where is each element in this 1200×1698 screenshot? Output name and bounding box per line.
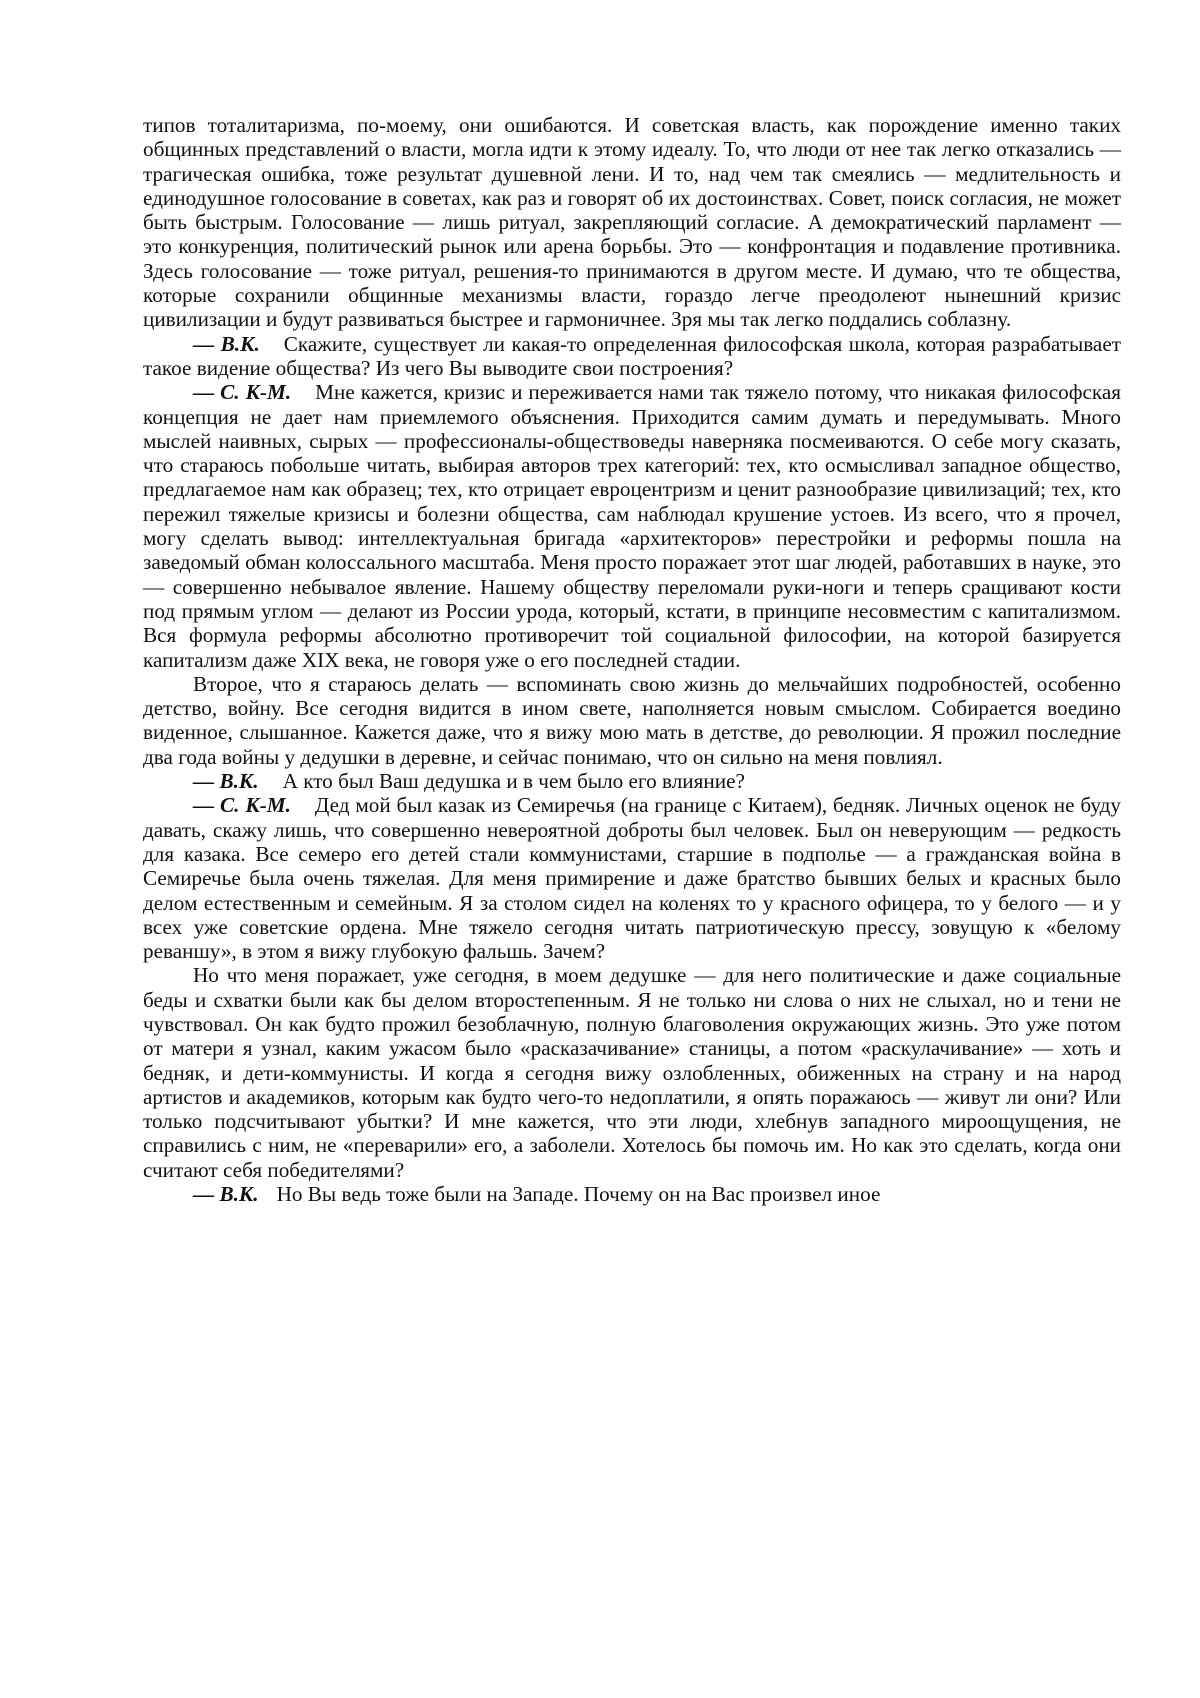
speaker-label: — В.К.	[193, 769, 259, 794]
speaker-label: — В.К.	[193, 331, 260, 356]
paragraph-text: Дед мой был казак из Семиречья (на границе с Китаем), бедняк. Личных оценок не буду давать, скажу лишь, что совершенно невероятной доброты был человек. Был он неверующим — редкость для казака. Все семеро его детей стали коммунистами, старшие в подполье — а гражданская война в Семиречье была очень тяжелая. Для меня примирение и даже братство бывших белых и красных было делом естественным и семейным. Я за столом сидел на коленях то у красного офицера, то у белого — и у всех уже советские ордена. Мне тяжело сегодня читать патриотическую прессу, зовущую к «белому реваншу», в этом я вижу глубокую фальшь. Зачем?	[143, 793, 1121, 964]
paragraph-1	[143, 113, 1121, 332]
paragraph-3	[143, 380, 1121, 672]
paragraph-5	[143, 769, 1121, 793]
paragraph-7	[143, 963, 1121, 1182]
paragraph-6	[143, 793, 1121, 963]
paragraph-text: типов тоталитаризма, по-моему, они ошибаются. И советская власть, как порождение именно таких общинных представлений о власти, могла идти к этому идеалу. То, что люди от нее так легко отказались — трагическая ошибка, тоже результат душевной лени. И то, над чем так смеялись — медлительность и единодушное голосование в советах, как раз и говорят об их достоинствах. Совет, поиск согласия, не может быть быстрым. Голосование — лишь ритуал, закрепляющий согласие. А демократический парламент — это конкуренция, политический рынок или арена борьбы. Это — конфронтация и подавление противника. Здесь голосование — тоже ритуал, решения-то принимаются в другом месте. И думаю, что те общества, которые сохранили общинные механизмы власти, гораздо легче преодолеют нынешний кризис цивилизации и будут развиваться быстрее и гармоничнее. Зря мы так легко поддались соблазну.	[143, 113, 1121, 332]
paragraph-8	[143, 1182, 1121, 1206]
speaker-label: — С. К-М.	[193, 380, 292, 405]
paragraph-text: Но Вы ведь тоже были на Западе. Почему он на Вас произвел иное	[276, 1182, 881, 1207]
document-page	[143, 113, 1121, 1206]
paragraph-text: Скажите, существует ли какая-то определенная философская школа, которая разрабатывает такое видение общества? Из чего Вы выводите свои построения?	[143, 331, 1121, 380]
paragraph-4	[143, 672, 1121, 769]
paragraph-text: А кто был Ваш дедушка и в чем было его влияние?	[282, 769, 745, 794]
paragraph-text: Но что меня поражает, уже сегодня, в моем дедушке — для него политические и даже социальные беды и схватки были как бы делом второстепенным. Я не только ни слова о них не слыхал, но и тени не чувствовал. Он как будто прожил безоблачную, полную благоволения окружающих жизнь. Это уже потом от матери я узнал, каким ужасом было «расказачивание» станицы, а потом «раскулачивание» — хоть и бедняк, и дети-коммунисты. И когда я сегодня вижу озлобленных, обиженных на страну и на народ артистов и академиков, которым как будто чего-то недоплатили, я опять поражаюсь — живут ли они? Или только подсчитывают убытки? И мне кажется, что эти люди, хлебнув западного мироощущения, не справились с ним, не «переварили» его, а заболели. Хотелось бы помочь им. Но как это сделать, когда они считают себя победителями?	[143, 963, 1121, 1182]
speaker-label: — С. К-М.	[193, 793, 291, 818]
paragraph-text: Мне кажется, кризис и переживается нами так тяжело потому, что никакая философская концепция не дает нам приемлемого объяснения. Приходится самим думать и передумывать. Много мыслей наивных, сырых — профессионалы-обществоведы наверняка посмеиваются. О себе могу сказать, что стараюсь побольше читать, выбирая авторов трех категорий: тех, кто осмысливал западное общество, предлагаемое нам как образец; тех, кто отрицает евроцентризм и ценит разнообразие цивилизаций; тех, кто пережил тяжелые кризисы и болезни общества, сам наблюдал крушение устоев. Из всего, что я прочел, могу сделать вывод: интеллектуальная бригада «архитекторов» перестройки и реформы пошла на заведомый обман колоссального масштаба. Меня просто поражает этот шаг людей, работавших в науке, это — совершенно небывалое явление. Нашему обществу переломали руки-ноги и теперь сращивают кости под прямым углом — делают из России урода, который, кстати, в принципе несовместим с капитализмом. Вся формула реформы абсолютно противоречит той социальной философии, на которой базируется капитализм даже XIX века, не говоря уже о его последней стадии.	[143, 380, 1121, 672]
speaker-label: — В.К.	[193, 1182, 259, 1207]
paragraph-text: Второе, что я стараюсь делать — вспоминать свою жизнь до мельчайших подробностей, особенно детство, войну. Все сегодня видится в ином свете, наполняется новым смыслом. Собирается воедино виденное, слышанное. Кажется даже, что я вижу мою мать в детстве, до революции. Я прожил последние два года войны у дедушки в деревне, и сейчас понимаю, что он сильно на меня повлиял.	[143, 671, 1121, 769]
paragraph-2	[143, 332, 1121, 381]
